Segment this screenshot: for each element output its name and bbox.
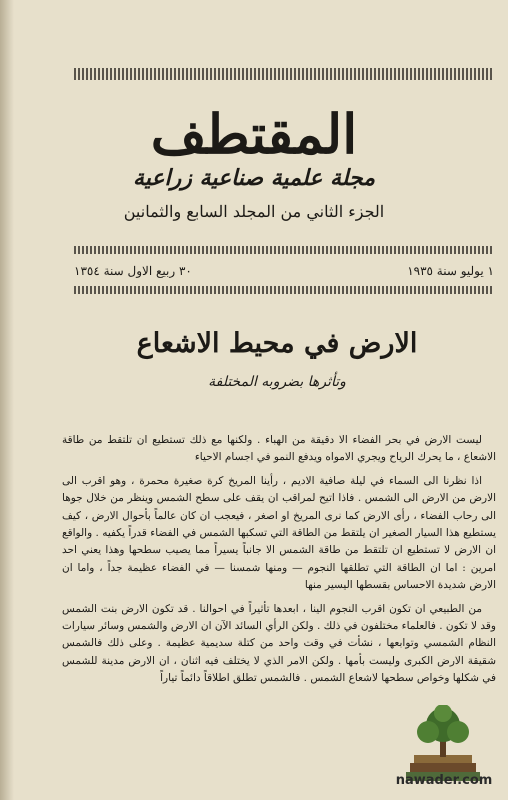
article-subtitle: وتأثرها بضروبه المختلفة xyxy=(208,374,346,390)
watermark-site-name: nawader.com xyxy=(395,773,493,788)
magazine-subtitle: مجلة علمية صناعية زراعية xyxy=(132,165,376,191)
issue-dates xyxy=(74,261,494,281)
date-bottom-border xyxy=(74,286,494,294)
gregorian-date: ١ يوليو سنة ١٩٣٥ xyxy=(407,264,494,278)
date-top-border xyxy=(74,246,494,254)
hijri-date: ٣٠ ربيع الاول سنة ١٣٥٤ xyxy=(74,264,192,278)
article-paragraph: اذا نظرنا الى السماء في ليلة صافية الاديم ، رأينا المريخ كرة صغيرة محمرة ، وهو اقرب الى الارض من الارض الى الشمس . فاذا اتيح لمراقب ان يقف على سطح الشمس وينظر من خلال جوها الى رحاب الفضاء ، رأى الارض كما نرى المريخ او اصغر ، فيعجب ان كان عالماً بأحوال الارض ، كيف يستطيع هذا السيار الصغير ان يلتقط من الطاقة التي تسكبها الشمس في الفضاء قدراً يكفيه . والواقع ان الارض لا تستطيع ان تلتقط من طاقة الشمس الا جانباً يسيراً مما يصيب سطحها وهذا يعني احد امرين : اما ان الطاقة التي تطلقها النجوم — ومنها شمسنا — في الفضاء عظيمة جداً ، واما ان الارض شديدة الاحساس بقسطها اليسير منها xyxy=(62,474,496,592)
article-paragraph: ليست الارض في بحر الفضاء الا دقيقة من الهباء . ولكنها مع ذلك تستطيع ان تلتقط من طاقة الاشعاع ، ما يحرك الرياح ويجري الامواه ويدفع النمو في اجسام الاحياء xyxy=(62,434,496,464)
article-body xyxy=(62,432,496,694)
magazine-title: المقتطف xyxy=(150,102,358,166)
article-paragraph: من الطبيعي ان تكون اقرب النجوم الينا ، ابعدها تأثيراً في احوالنا . قد تكون الارض بنت الشمس وقد لا تكون . فالعلماء مختلفون في ذلك . ولكن الرأي السائد الآن ان الارض والشمس وسائر سيارات النظام الشمسي وتوابعها ، نشأت في وقت واحد من كتلة سديمية عظيمة . وعلى ذلك فالشمس شقيقة الارض الكبرى وليست بأمها . ولكن الامر الذي لا يختلف فيه اثنان ، ان الارض مدينة للشمس في شكلها وخواص سطحها لاشعاع الشمس . فالشمس تطلق اطلاقاً دائماً تياراً xyxy=(62,602,496,685)
top-ornamental-border xyxy=(74,68,494,80)
volume-part-label: الجزء الثاني من المجلد السابع والثمانين xyxy=(123,202,385,221)
article-title: الارض في محيط الاشعاع xyxy=(136,328,418,359)
